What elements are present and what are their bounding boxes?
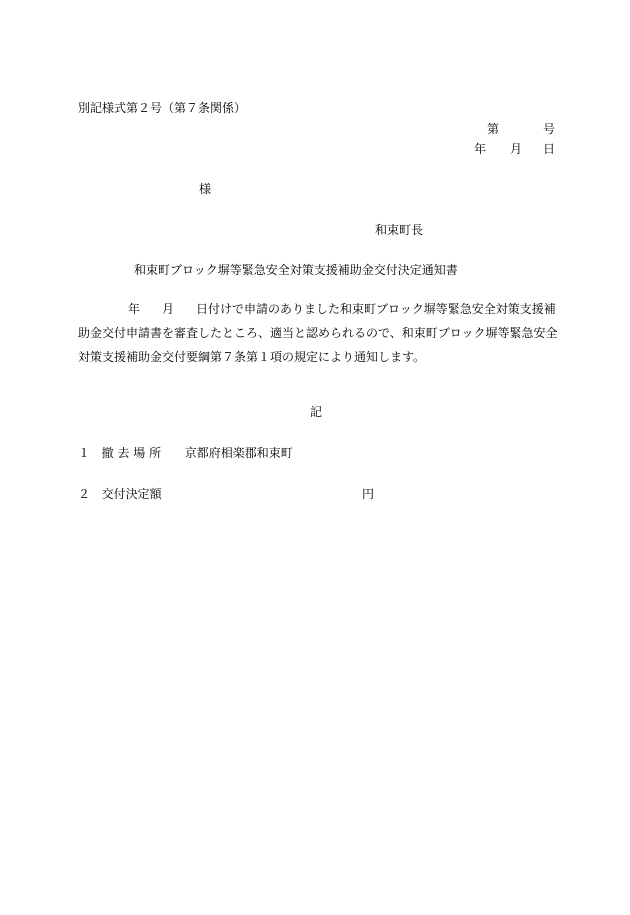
- reference-number-prefix: 第: [487, 122, 500, 136]
- addressee-honorific: 様: [199, 182, 212, 196]
- body-text: 日付けで申請のありました和束町ブロック塀等緊急安全対策支援補助金交付申請書を審査したところ、適当と認められるので、和束町ブロック塀等緊急安全対策支援補助金交付要綱第７条第１項の規定により通知します。: [78, 302, 558, 364]
- item-number: １: [78, 446, 91, 460]
- form-label: 別記様式第２号（第７条関係）: [78, 101, 247, 115]
- date-day: 日: [543, 142, 556, 156]
- item-row: [78, 486, 162, 502]
- document-title: 和束町ブロック塀等緊急安全対策支援補助金交付決定通知書: [134, 263, 458, 277]
- body-paragraph: [78, 297, 558, 369]
- item-label: 撤 去 場 所: [101, 446, 162, 460]
- body-year: 年: [128, 302, 141, 316]
- sender-title: 和束町長: [375, 223, 424, 237]
- item-row: [78, 445, 293, 461]
- item-unit: 円: [362, 487, 375, 501]
- item-number: ２: [78, 487, 91, 501]
- item-value: 京都府相楽郡和束町: [184, 446, 293, 460]
- reference-number-suffix: 号: [543, 122, 556, 136]
- item-label: 交付決定額: [101, 487, 162, 501]
- record-heading: 記: [310, 405, 323, 419]
- date-year: 年: [474, 142, 487, 156]
- date-month: 月: [510, 142, 523, 156]
- body-month: 月: [162, 302, 175, 316]
